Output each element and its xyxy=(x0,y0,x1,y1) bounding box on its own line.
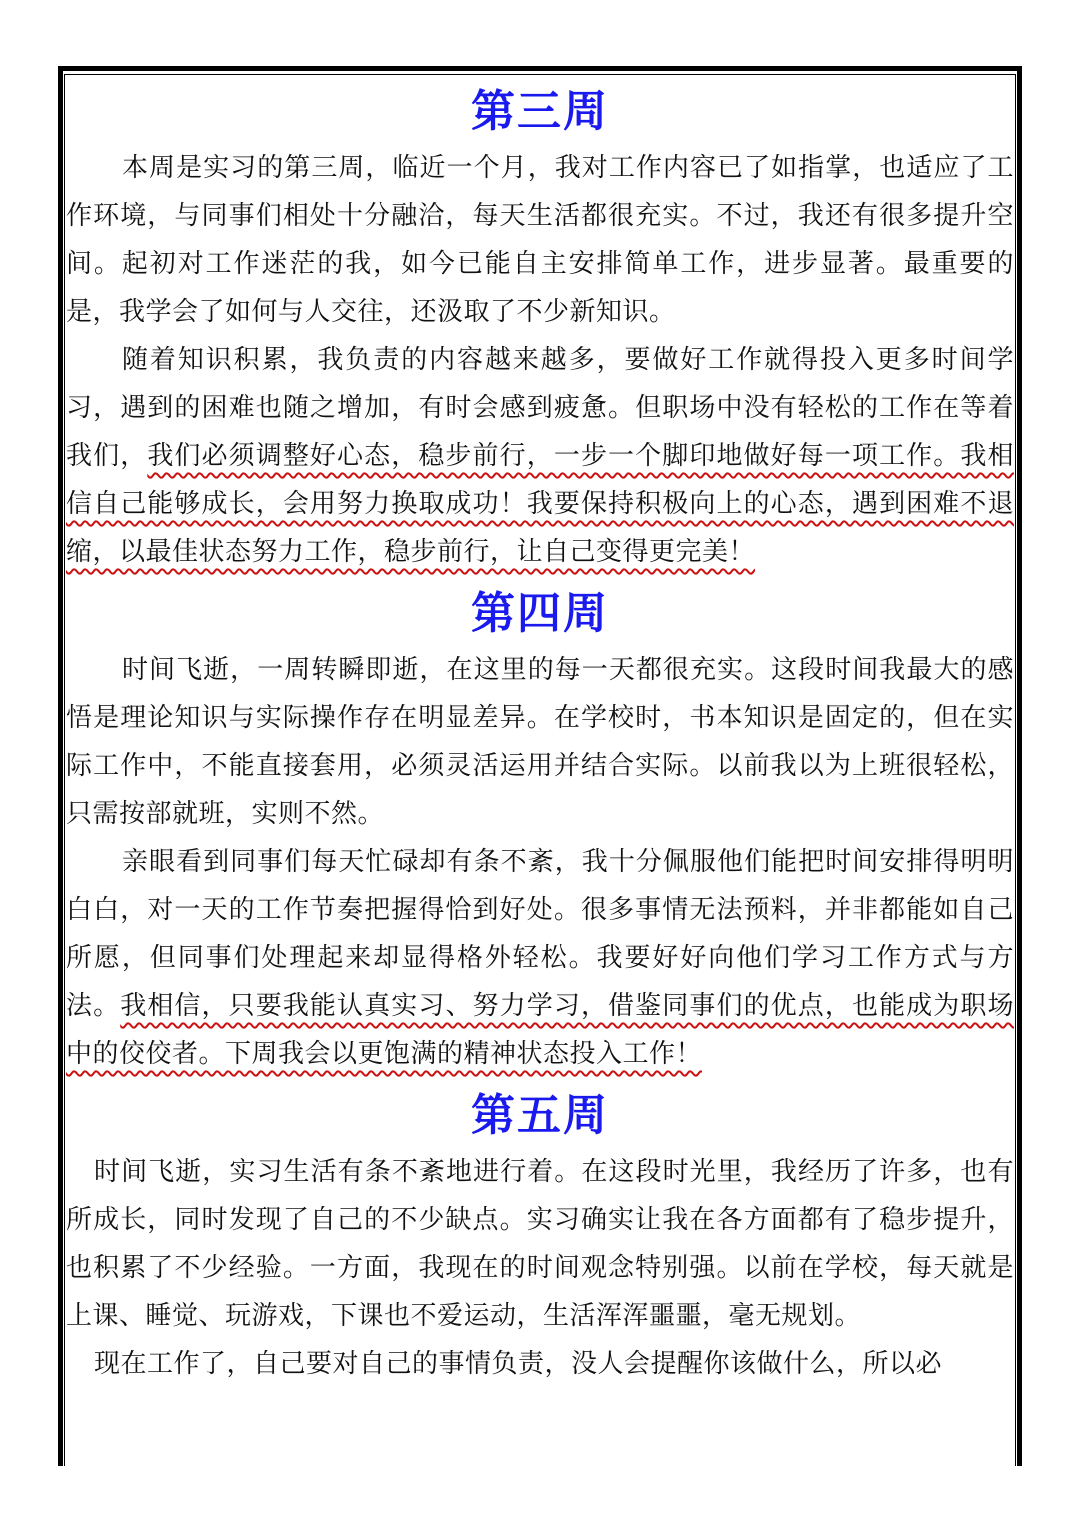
section-week-3 xyxy=(66,80,1014,576)
paragraph-text: 随着知识积累，我负责的内容越来越多，要做好工作就得投入更多时间学习，遇到的困难也随之增加，有时会感到疲惫。但职场中没有轻松的工作在等着我们， xyxy=(66,345,1014,471)
paragraph xyxy=(66,1340,1014,1388)
paragraph xyxy=(66,144,1014,336)
paragraph xyxy=(66,1148,1014,1340)
underlined-text: 我们必须调整好心态，稳步前行，一步一个脚印地做好每一项工作。我相信自己能够成长，会用努力换取成功！我要保持积极向上的心态，遇到困难不退缩，以最佳状态努力工作，稳步前行，让自己变得更完美！ xyxy=(66,441,1014,567)
paragraph-text: 本周是实习的第三周，临近一个月，我对工作内容已了如指掌，也适应了工作环境，与同事们相处十分融洽，每天生活都很充实。不过，我还有很多提升空间。起初对工作迷茫的我，如今已能自主安排简单工作，进步显著。最重要的是，我学会了如何与人交往，还汲取了不少新知识。 xyxy=(66,153,1014,327)
paragraph xyxy=(66,838,1014,1078)
section-heading: 第四周 xyxy=(471,588,609,639)
paragraph-text: 现在工作了，自己要对自己的事情负责，没人会提醒你该做什么，所以必 xyxy=(94,1349,943,1379)
paragraph-text: 亲眼看到同事们每天忙碌却有条不紊，我十分佩服他们能把时间安排得明明白白，对一天的工作节奏把握得恰到好处。很多事情无法预料，并非都能如自己所愿，但同事们处理起来却显得格外轻松。我要好好向他们学习工作方式与方法。 xyxy=(66,847,1014,1021)
paragraph-text: 时间飞逝，实习生活有条不紊地进行着。在这段时光里，我经历了许多，也有所成长，同时发现了自己的不少缺点。实习确实让我在各方面都有了稳步提升，也积累了不少经验。一方面，我现在的时间观念特别强。以前在学校，每天就是上课、睡觉、玩游戏，下课也不爱运动，生活浑浑噩噩，毫无规划。 xyxy=(66,1157,1014,1331)
underlined-text: 我相信，只要我能认真实习、努力学习，借鉴同事们的优点，也能成为职场中的佼佼者。下周我会以更饱满的精神状态投入工作！ xyxy=(66,991,1014,1069)
section-heading: 第五周 xyxy=(471,1090,609,1141)
page-border-inner-right xyxy=(1015,74,1016,1466)
paragraph-text: 时间飞逝，一周转瞬即逝，在这里的每一天都很充实。这段时间我最大的感悟是理论知识与实际操作存在明显差异。在学校时，书本知识是固定的，但在实际工作中，不能直接套用，必须灵活运用并结合实际。以前我以为上班很轻松，只需按部就班，实则不然。 xyxy=(66,655,1014,829)
page-border-inner-top xyxy=(64,74,1016,75)
document-body xyxy=(66,80,1014,1388)
paragraph xyxy=(66,336,1014,576)
section-heading: 第三周 xyxy=(471,86,609,137)
paragraph xyxy=(66,646,1014,838)
page-border-inner-left xyxy=(64,74,65,1466)
section-week-5 xyxy=(66,1084,1014,1388)
section-week-4 xyxy=(66,582,1014,1078)
